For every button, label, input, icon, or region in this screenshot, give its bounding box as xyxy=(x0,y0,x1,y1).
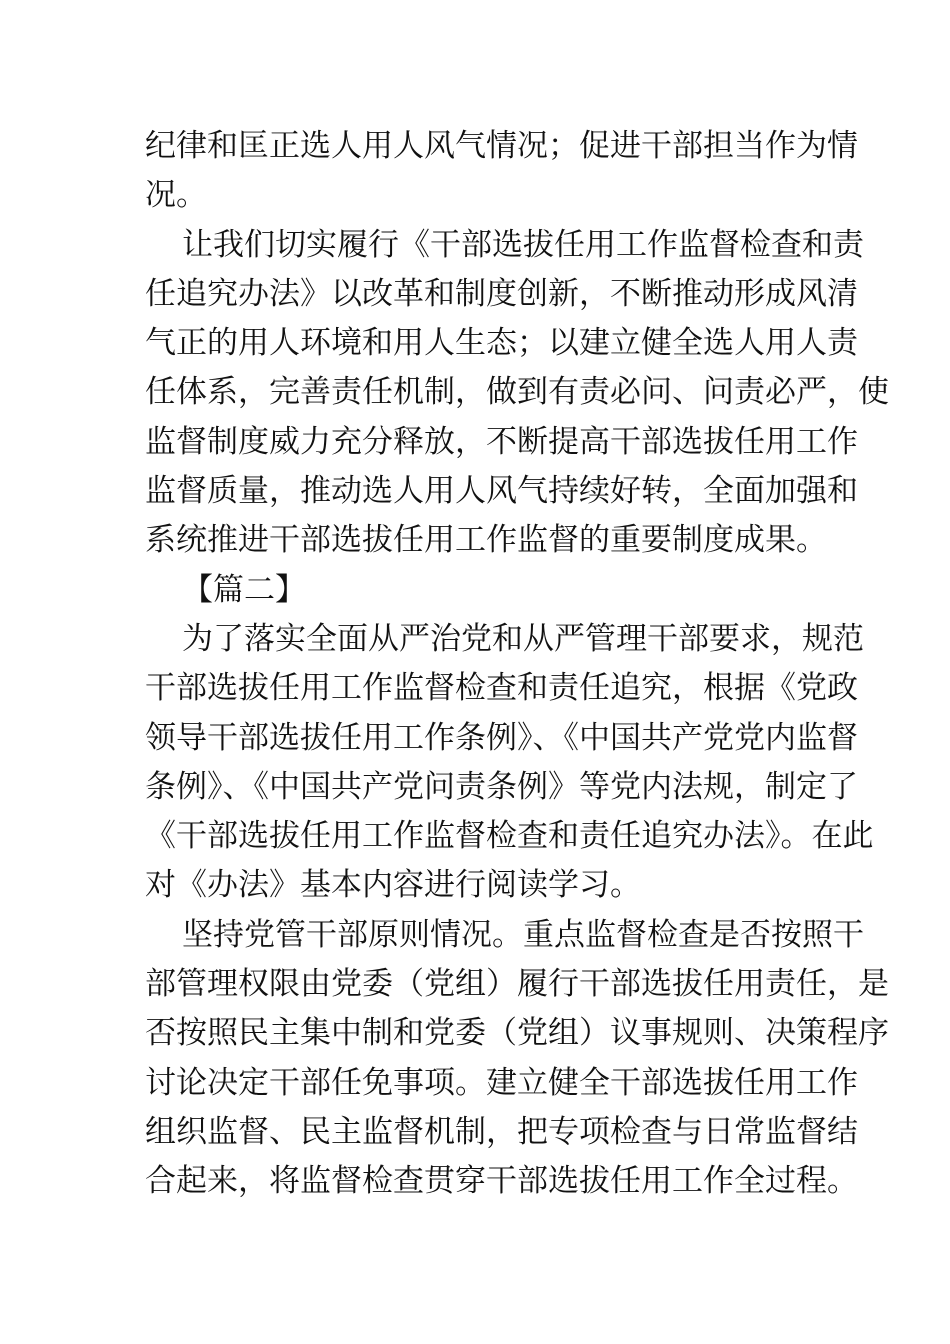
text-line: 领导干部选拔任用工作条例》、《中国共产党党内监督 xyxy=(145,719,858,756)
text-line: 况。 xyxy=(145,177,207,214)
text-line: 对《办法》基本内容进行阅读学习。 xyxy=(145,867,641,904)
text-line: 《干部选拔任用工作监督检查和责任追究办法》。在此 xyxy=(145,818,874,855)
text-line: 条例》、《中国共产党问责条例》等党内法规，制定了 xyxy=(145,768,858,805)
text-line: 为了落实全面从严治党和从严管理干部要求，规范 xyxy=(182,620,864,657)
text-line: 讨论决定干部任免事项。建立健全干部选拔任用工作 xyxy=(145,1064,858,1101)
document-body xyxy=(145,122,889,1207)
text-line: 否按照民主集中制和党委（党组）议事规则、决策程序 xyxy=(145,1015,889,1052)
text-line: 监督制度威力充分释放，不断提高干部选拔任用工作 xyxy=(145,423,858,460)
text-line: 部管理权限由党委（党组）履行干部选拔任用责任，是 xyxy=(145,966,889,1003)
text-line: 干部选拔任用工作监督检查和责任追究，根据《党政 xyxy=(145,670,858,707)
text-line: 系统推进干部选拔任用工作监督的重要制度成果。 xyxy=(145,522,827,559)
text-line: 让我们切实履行《干部选拔任用工作监督检查和责 xyxy=(182,226,864,263)
text-line: 坚持党管干部原则情况。重点监督检查是否按照干 xyxy=(182,916,864,953)
text-line: 气正的用人环境和用人生态；以建立健全选人用人责 xyxy=(145,325,858,362)
text-line: 组织监督、民主监督机制，把专项检查与日常监督结 xyxy=(145,1113,858,1150)
text-line: 合起来，将监督检查贯穿干部选拔任用工作全过程。 xyxy=(145,1163,858,1200)
section-heading: 【篇二】 xyxy=(182,571,306,608)
text-line: 任追究办法》以改革和制度创新，不断推动形成风清 xyxy=(145,275,858,312)
text-line: 任体系，完善责任机制，做到有责必问、问责必严，使 xyxy=(145,374,889,411)
text-line: 监督质量，推动选人用人风气持续好转，全面加强和 xyxy=(145,473,858,510)
text-line: 纪律和匡正选人用人风气情况；促进干部担当作为情 xyxy=(145,128,858,164)
